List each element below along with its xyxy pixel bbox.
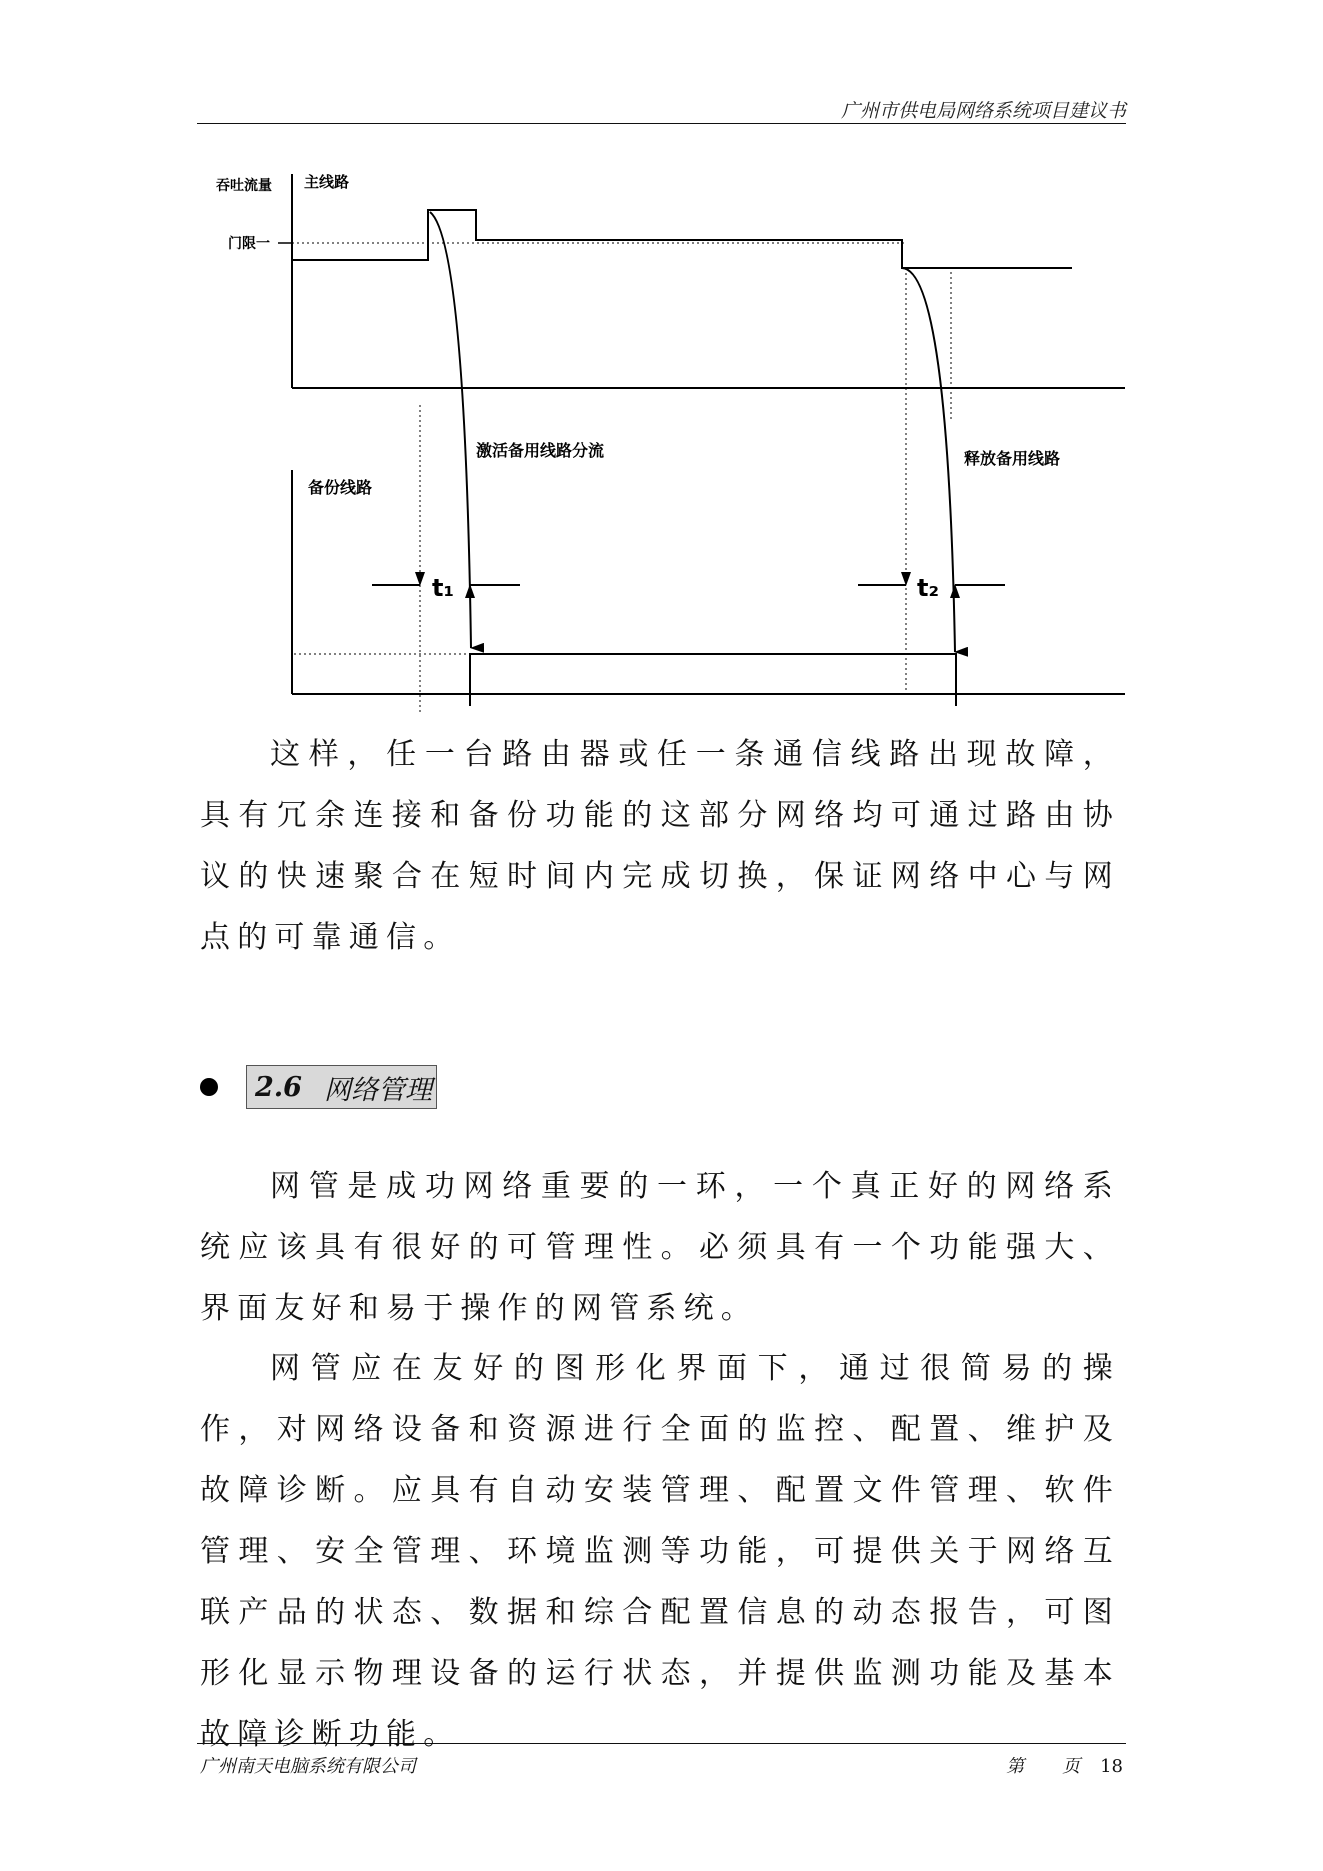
footer-company: 广州南天电脑系统有限公司 <box>200 1756 416 1777</box>
paragraph-failover: 这样，任一台路由器或任一条通信线路出现故障，具有冗余连接和备份功能的这部分网络均可通过路由协议的快速聚合在短时间内完成切换，保证网络中心与网点的可靠通信。 <box>200 737 1120 955</box>
activate-label: 激活备用线路分流 <box>476 441 605 460</box>
page-suffix: 页 <box>1062 1756 1081 1777</box>
throughput-label: 吞吐流量 <box>216 178 272 194</box>
main-traffic-curve <box>292 210 1072 268</box>
header-title: 广州市供电局网络系统项目建议书 <box>840 100 1126 122</box>
main-line-label: 主线路 <box>304 173 350 191</box>
section-heading <box>200 1062 437 1112</box>
page-number: 18 <box>1100 1756 1123 1777</box>
footer-page <box>1006 1752 1123 1778</box>
release-label: 释放备用线路 <box>964 449 1061 468</box>
t2-label: t₂ <box>917 574 939 602</box>
paragraph-management-details: 网管应在友好的图形化界面下，通过很简易的操作，对网络设备和资源进行全面的监控、配置、维护及故障诊断。应具有自动安装管理、配置文件管理、软件管理、安全管理、环境监测等功能，可提供关于网络互联产品的状态、数据和综合配置信息的动态报告，可图形化显示物理设备的运行状态，并提供监测功能及基本故障诊断功能。 <box>200 1351 1120 1752</box>
page-prefix: 第 <box>1006 1756 1025 1777</box>
bullet-icon <box>200 1078 218 1096</box>
backup-line-label: 备份线路 <box>308 478 373 497</box>
threshold-label: 门限一 <box>228 236 270 252</box>
paragraph-management-intro: 网管是成功网络重要的一环，一个真正好的网络系统应该具有很好的可管理性。必须具有一个功能强大、界面友好和易于操作的网管系统。 <box>200 1169 1120 1326</box>
section-title-box <box>246 1065 437 1109</box>
footer-rule <box>197 1743 1126 1744</box>
failover-diagram <box>0 0 1323 720</box>
section-title: 网络管理 <box>323 1074 432 1106</box>
backup-traffic-curve <box>470 654 956 706</box>
t1-label: t₁ <box>432 574 454 602</box>
section-number: 2.6 <box>255 1071 302 1103</box>
